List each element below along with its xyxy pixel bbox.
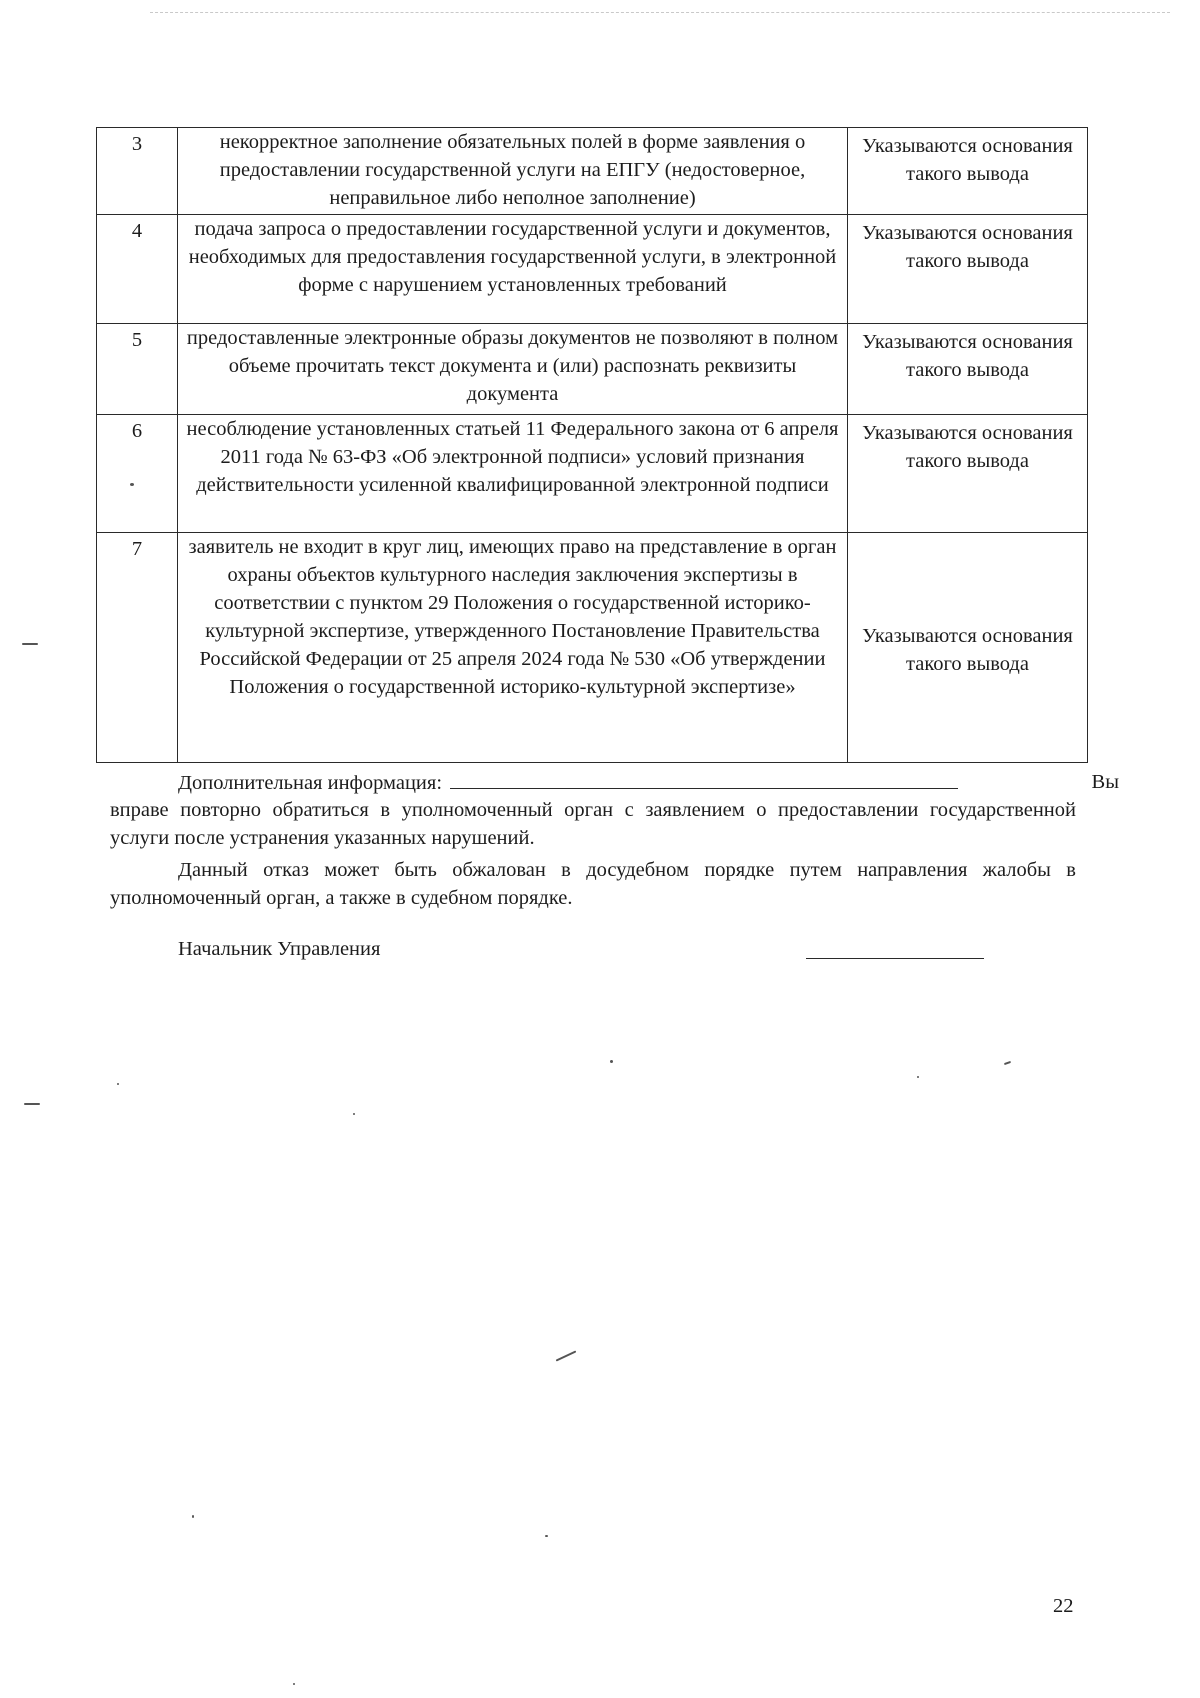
explanation-text: Указываются основания такого вывода — [848, 533, 1088, 763]
scan-speck — [293, 1683, 295, 1685]
explanation-text: Указываются основания такого вывода — [848, 415, 1088, 533]
scan-speck — [917, 1076, 919, 1078]
explanation-text: Указываются основания такого вывода — [848, 324, 1088, 415]
scan-speck — [556, 1350, 577, 1361]
scan-speck — [545, 1535, 548, 1537]
scan-speck — [353, 1113, 355, 1115]
appeal-paragraph: Данный отказ может быть обжалован в досудебном порядке путем направления жалобы в уполномоченный орган, а также в судебном порядке. — [110, 859, 1076, 909]
scan-speck — [192, 1515, 194, 1518]
additional-info-label: Дополнительная информация: — [178, 772, 443, 794]
row-number: 5 — [97, 324, 178, 415]
reason-text: заявитель не входит в круг лиц, имеющих право на представление в орган охраны объектов культурного наследия заключения экспертизы в соответствии с пунктом 29 Положения о государственной историко-культурной экспертизе, утвержденного Постановление Правительства Российской Федерации от 25 апреля 2024 года № 530 «Об утверждении Положения о государственной историко-культурной экспертизе» — [178, 533, 848, 763]
refusal-reasons-table — [96, 127, 1088, 763]
additional-info-blank — [450, 768, 958, 789]
reason-text: несоблюдение установленных статьей 11 Федерального закона от 6 апреля 2011 года № 63-ФЗ «Об электронной подписи» условий признания действительности усиленной квалифицированной электронной подписи — [178, 415, 848, 533]
scan-speck — [117, 1083, 119, 1085]
scan-speck — [1004, 1061, 1011, 1065]
table-row — [97, 533, 1088, 763]
signature-line — [806, 958, 984, 959]
row-number: 4 — [97, 215, 178, 324]
row-number: 6 — [97, 415, 178, 533]
reapply-paragraph: вправе повторно обратиться в уполномоченный орган с заявлением о предоставлении государственной услуги после устранения указанных нарушений. — [110, 799, 1076, 849]
page-number: 22 — [1053, 1595, 1074, 1617]
explanation-text: Указываются основания такого вывода — [848, 128, 1088, 215]
table-row — [97, 415, 1088, 533]
table-row — [97, 324, 1088, 415]
scan-speck — [610, 1060, 613, 1063]
additional-info-trailing: Вы — [1091, 771, 1119, 793]
table-row — [97, 128, 1088, 215]
row-number: 7 — [97, 533, 178, 763]
reason-text: некорректное заполнение обязательных полей в форме заявления о предоставлении государственной услуги на ЕПГУ (недостоверное, неправильное либо неполное заполнение) — [178, 128, 848, 215]
reason-text: подача запроса о предоставлении государственной услуги и документов, необходимых для предоставления государственной услуги, в электронной форме с нарушением установленных требований — [178, 215, 848, 324]
scan-speck — [24, 1103, 40, 1105]
scan-speck — [130, 483, 134, 486]
table-row — [97, 215, 1088, 324]
reason-text: предоставленные электронные образы документов не позволяют в полном объеме прочитать текст документа и (или) распознать реквизиты документа — [178, 324, 848, 415]
row-number: 3 — [97, 128, 178, 215]
scan-speck — [22, 643, 38, 645]
signatory-position: Начальник Управления — [178, 938, 381, 960]
explanation-text: Указываются основания такого вывода — [848, 215, 1088, 324]
additional-info-line — [110, 768, 1144, 797]
